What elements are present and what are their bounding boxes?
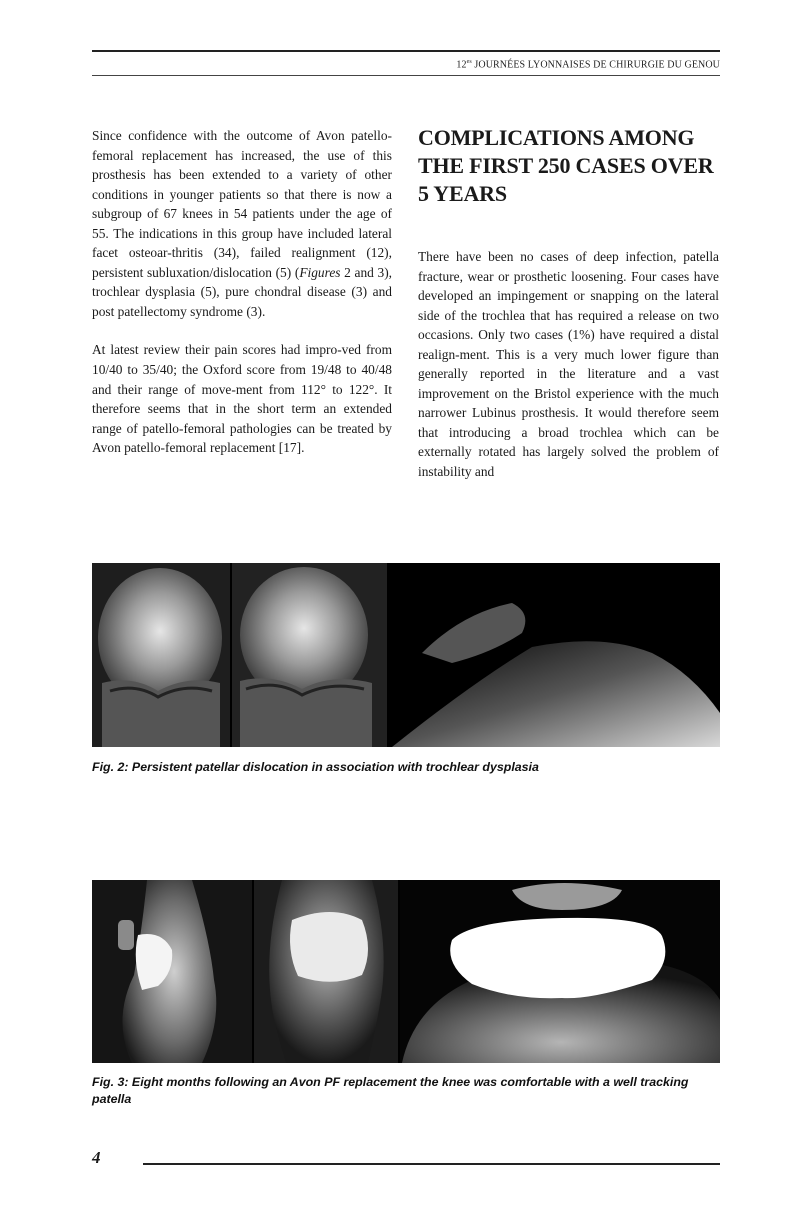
figure-3-radiographs	[92, 880, 720, 1063]
figure-3-image	[92, 880, 720, 1063]
right-column	[418, 124, 719, 482]
left-column	[92, 126, 392, 458]
running-head: $12^{es}$ JOURNÉES LYONNAISES DE CHIRURGIE DU GENOU	[456, 59, 720, 71]
header-rule-bottom	[92, 75, 720, 76]
figure-3-caption: Fig. 3: Eight months following an Avon PF replacement the knee was comfortable with a well tracking patella	[92, 1075, 689, 1106]
figure-2-caption: Fig. 2: Persistent patellar dislocation in association with trochlear dysplasia	[92, 760, 539, 774]
body-paragraph: There have been no cases of deep infection, patella fracture, wear or prosthetic loosening. Four cases have developed an impingement or snapping on the lateral side of the trochlea that has required a release on two occasions. Only two cases (1%) have required a distal realign-ment. This is a very much lower figure than generally reported in the literature and a vast improvement on the Bristol experience with the much narrower Lubinus prosthesis. It would therefore seem that introducing a broad trochlea which can be externally rotated has largely solved the problem of instability and	[418, 249, 719, 480]
body-paragraph: Since confidence with the outcome of Avon patello-femoral replacement has increased, the use of this prosthesis has been extended to a variety of other conditions in younger patients so that there is now a subgroup of 67 knees in 54 patients under the age of 55. The indications in this group have included lateral facet osteoar-thritis (34), failed realignment (12), persistent subluxation/dislocation (5) (Figures 2 and 3), trochlear dysplasia (5), pure chondral disease (3) and post patellectomy syndrome (3).	[92, 128, 392, 319]
header-rule-top	[92, 50, 720, 52]
figure-2-image	[92, 563, 720, 747]
section-heading: COMPLICATIONS AMONG THE FIRST 250 CASES OVER 5 YEARS	[418, 125, 714, 206]
figure-2-radiographs	[92, 563, 720, 747]
body-paragraph: At latest review their pain scores had impro-ved from 10/40 to 35/40; the Oxford score from 19/48 to 40/48 and their range of move-ment from 112° to 122°. It therefore seems that in the short term an extended range of patello-femoral pathologies can be treated by Avon patello-femoral replacement [17].	[92, 342, 392, 456]
page-number: 4	[92, 1148, 101, 1167]
footer-rule	[143, 1163, 720, 1165]
